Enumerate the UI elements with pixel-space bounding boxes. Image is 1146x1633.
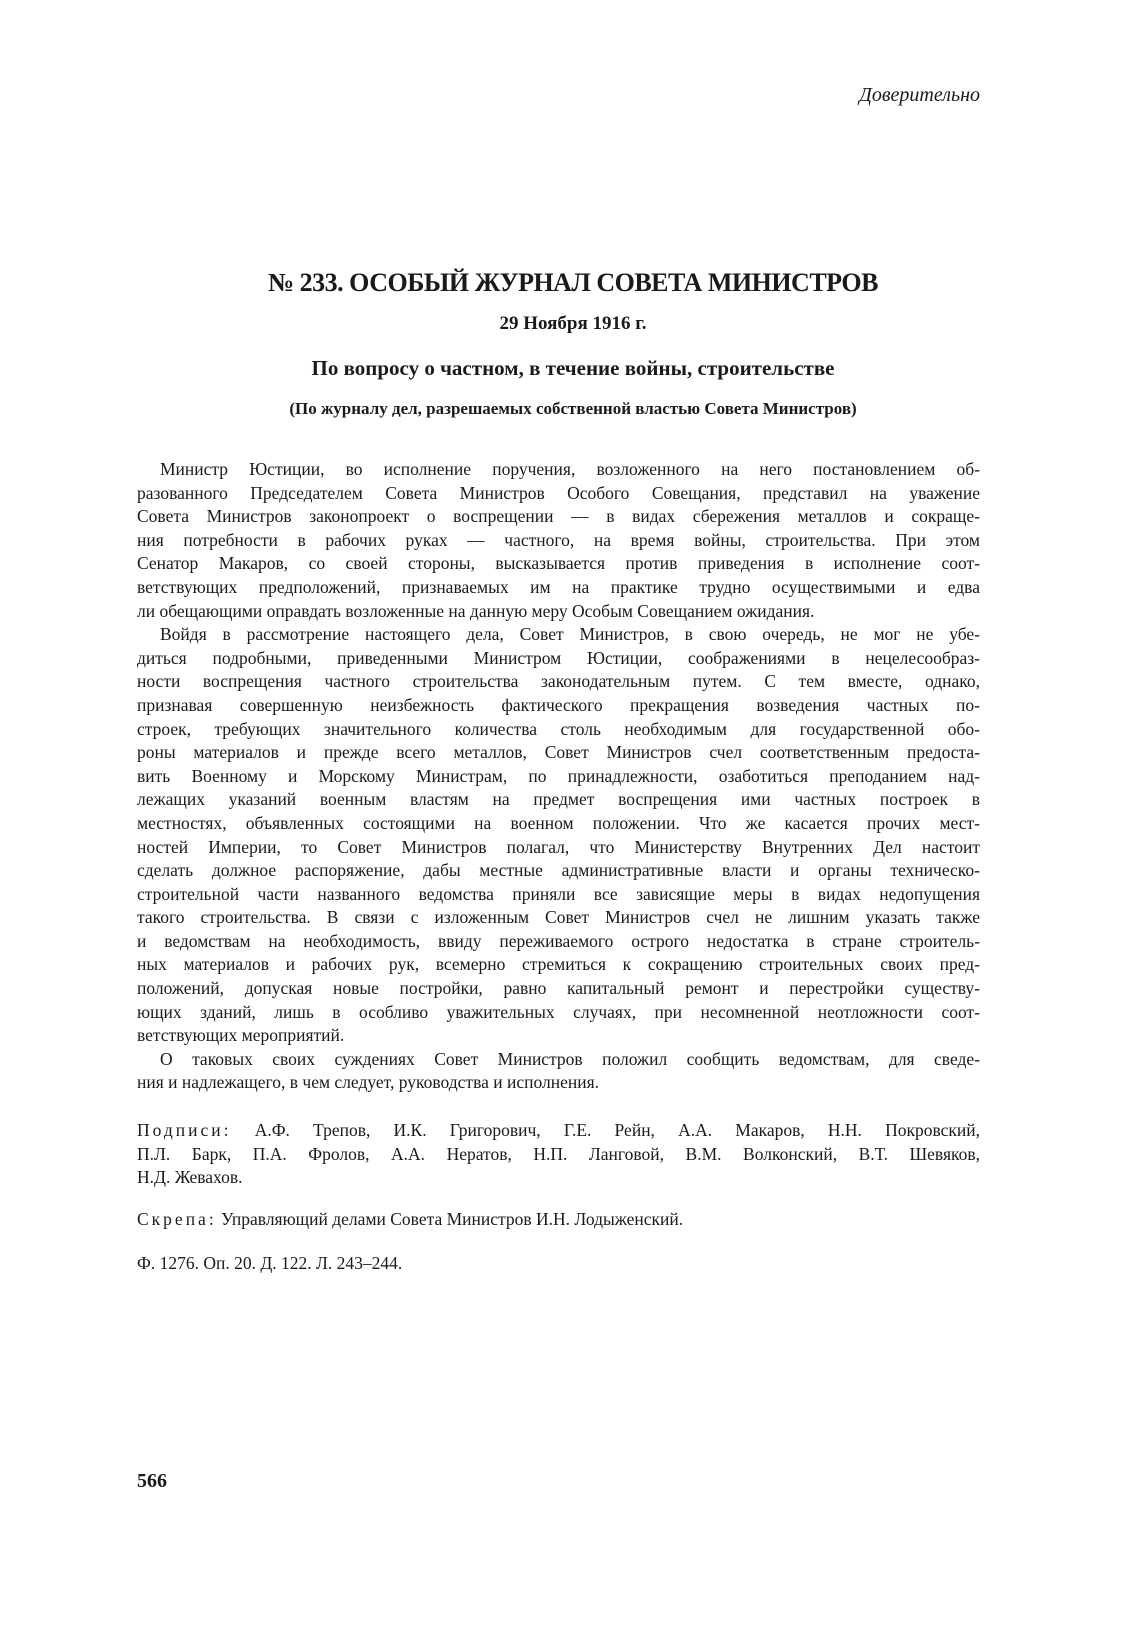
paragraph-line: ностей Империи, то Совет Министров полагал, что Министерству Внутренних Дел настоит: [137, 836, 980, 857]
paragraph-line: местностях, объявленных состоящими на военном положении. Что же касается прочих мест-: [137, 812, 980, 833]
paragraph-line: ных материалов и рабочих рук, всемерно стремиться к сокращению строительных своих пред-: [137, 954, 980, 975]
paragraph-line: ветствующих мероприятий.: [137, 1025, 345, 1046]
signatures-label: Подписи:: [137, 1120, 232, 1140]
paragraph-line: Министр Юстиции, во исполнение поручения, возложенного на него постановлением об-: [160, 459, 980, 479]
signatures: [137, 1119, 980, 1190]
paragraph-line: ли обещающими оправдать возложенные на данную меру Особым Совещанием ожидания.: [137, 600, 815, 621]
skrepa-text: Управляющий делами Совета Министров И.Н. Лодыженский.: [221, 1209, 684, 1229]
paragraph-line: лежащих указаний военным властям на предмет воспрещения ими частных построек в: [137, 789, 980, 810]
document-body: [137, 458, 980, 1095]
paragraph-line: строительной части названного ведомства приняли все зависящие меры в видах недопущения: [137, 883, 980, 904]
document-title: № 233. ОСОБЫЙ ЖУРНАЛ СОВЕТА МИНИСТРОВ: [268, 268, 878, 297]
paragraph-line: Сенатор Макаров, со своей стороны, высказывается против приведения в исполнение соот-: [137, 553, 980, 574]
paragraph-line: ния и надлежащего, в чем следует, руководства и исполнения.: [137, 1072, 600, 1093]
signatures-line: П.Л. Барк, П.А. Фролов, А.А. Нератов, Н.П. Ланговой, В.М. Волконский, В.Т. Шевяков,: [137, 1143, 980, 1164]
paragraph-line: сделать должное распоряжение, дабы местные административные власти и органы техническо-: [137, 860, 980, 881]
page-number: 566: [137, 1470, 167, 1492]
paragraph-line: Войдя в рассмотрение настоящего дела, Совет Министров, в свою очередь, не мог не убе-: [160, 624, 980, 645]
paragraph-line: положений, допуская новые постройки, равно капитальный ремонт и перестройки существу-: [137, 978, 980, 999]
paragraph-line: диться подробными, приведенными Министром Юстиции, соображениями в нецелесообраз-: [137, 647, 980, 668]
signatures-line: Н.Д. Жевахов.: [137, 1167, 243, 1188]
paragraph-line: ющих зданий, лишь в особливо уважительных случаях, при несомненной неотложности соот-: [137, 1001, 980, 1022]
document-subject: По вопросу о частном, в течение войны, строительстве: [311, 356, 835, 380]
skrepa-label: Скрепа:: [137, 1209, 217, 1229]
paragraph-line: разованного Председателем Совета Министров Особого Совещания, представил на уважение: [137, 482, 980, 503]
signatures-line: А.Ф. Трепов, И.К. Григорович, Г.Е. Рейн, А.А. Макаров, Н.Н. Покровский,: [254, 1120, 981, 1140]
paragraph-line: ности воспрещения частного строительства законодательным путем. С тем вместе, однако,: [137, 671, 980, 692]
paragraph-line: вить Военному и Морскому Министрам, по принадлежности, озаботиться преподанием над-: [137, 765, 980, 786]
paragraph-line: О таковых своих суждениях Совет Министров положил сообщить ведомствам, для сведе-: [160, 1048, 980, 1069]
paragraph-line: ния потребности в рабочих руках — частного, на время войны, строительства. При этом: [137, 529, 980, 550]
skrepa: [137, 1209, 980, 1230]
paragraph-line: строек, требующих значительного количества столь необходимым для государственной обо-: [137, 718, 980, 739]
confidential-mark: Доверительно: [859, 84, 980, 106]
archive-reference: Ф. 1276. Оп. 20. Д. 122. Л. 243–244.: [137, 1253, 403, 1273]
paragraph-line: и ведомствам на необходимость, ввиду переживаемого острого недостатка в стране строитель-: [137, 930, 980, 951]
paragraph-line: ветствующих предположений, признаваемых им на практике трудно осуществимыми и едва: [137, 576, 980, 597]
paragraph-line: Совета Министров законопроект о воспрещении — в видах сбережения металлов и сокраще-: [137, 506, 980, 527]
paragraph-line: роны материалов и прежде всего металлов, Совет Министров счел соответственным предоста-: [137, 742, 980, 763]
paragraph-line: такого строительства. В связи с изложенным Совет Министров счел не лишним указать также: [137, 907, 980, 928]
document-date: 29 Ноября 1916 г.: [499, 313, 647, 334]
paragraph-line: признавая совершенную неизбежность фактического прекращения возведения частных по-: [137, 694, 980, 715]
document-note: (По журналу дел, разрешаемых собственной властью Совета Министров): [289, 399, 857, 418]
